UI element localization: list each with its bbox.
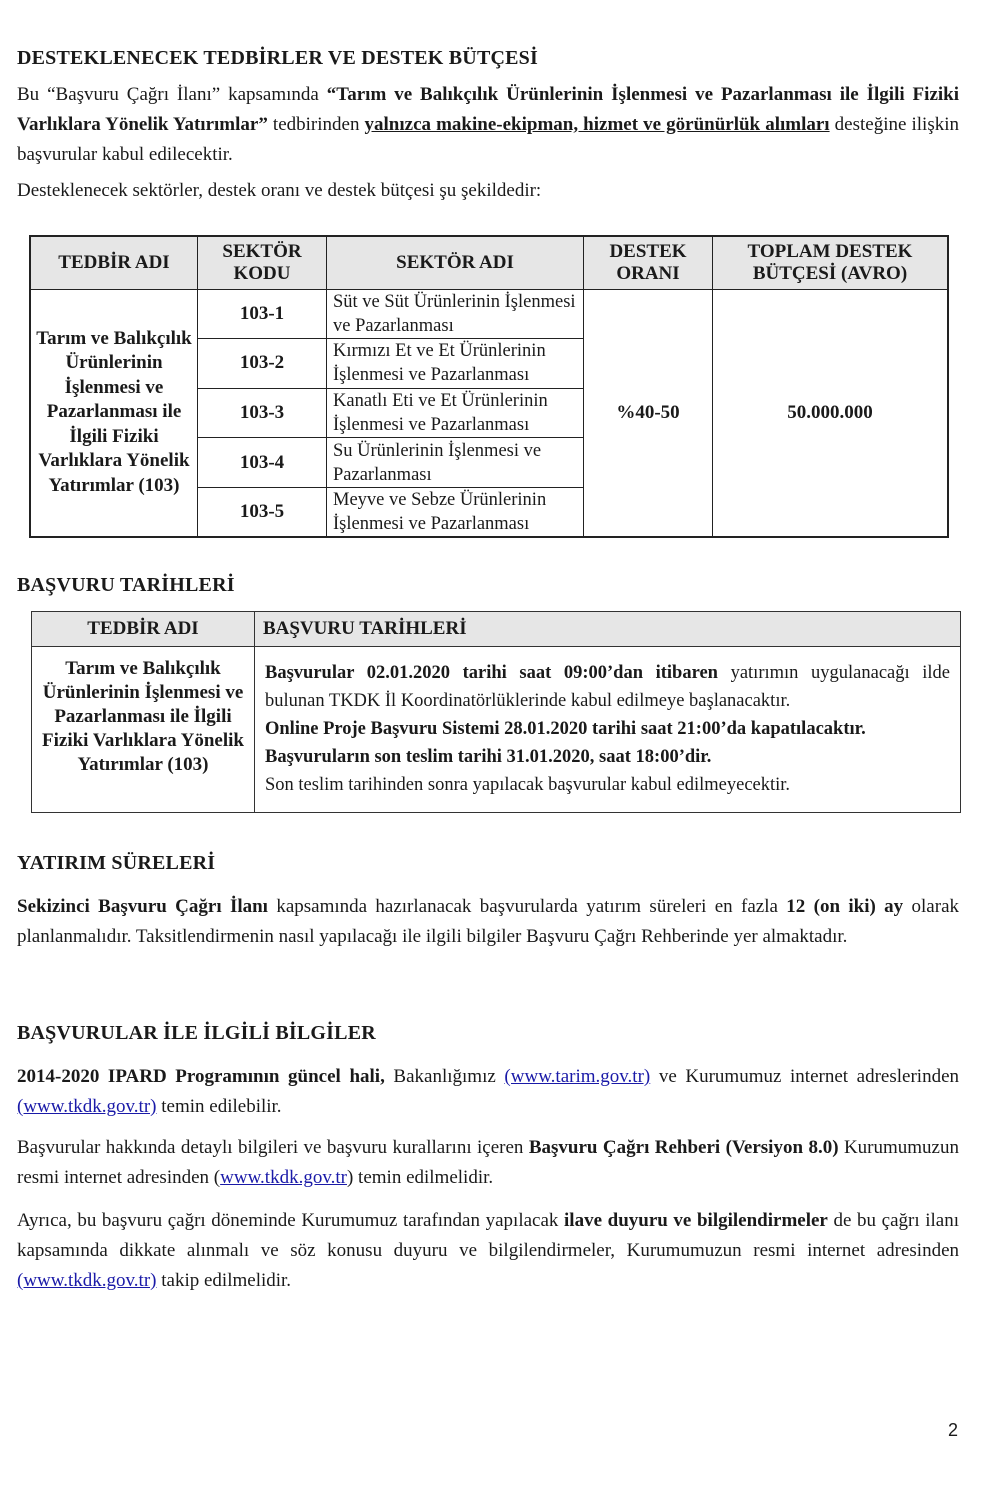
- tedbir-name-cell: Tarım ve Balıkçılık Ürünlerinin İşlenmesi ve Pazarlanması ile İlgili Fiziki Varlıklara Yönelik Yatırımlar (103): [32, 647, 255, 813]
- dates-online-close: Online Proje Başvuru Sistemi 28.01.2020 tarihi saat 21:00’da kapatılacaktır.: [265, 719, 866, 739]
- info-paragraph-3: [17, 1206, 959, 1296]
- table-row: [32, 647, 961, 813]
- periods-text-d: olarak planlanmalıdır. Taksitlendirmenin nasıl yapılacağı ile ilgili bilgiler Başvuru Çağrı Rehberinde yer almaktadır.: [17, 896, 960, 947]
- info2-text-c: ) temin edilmelidir.: [346, 1167, 494, 1188]
- intro-text-e: desteğine ilişkin başvurular kabul edilecektir.: [17, 114, 960, 165]
- dates-deadline: Başvuruların son teslim tarihi 31.01.2020, saat 18:00’dir.: [265, 747, 712, 767]
- tkdk-link[interactable]: (www.tkdk.gov.tr): [17, 1096, 157, 1117]
- intro-scope-underlined: yalnızca makine-ekipman, hizmet ve görünürlük alımları: [364, 114, 830, 135]
- support-rate-cell: %40-50: [584, 289, 713, 537]
- sector-name: Kanatlı Eti ve Et Ürünlerinin İşlenmesi ve Pazarlanması: [327, 388, 584, 438]
- info2-text-a: Başvurular hakkında detaylı bilgileri ve başvuru kurallarını içeren: [17, 1137, 529, 1158]
- info2-guide-bold: Başvuru Çağrı Rehberi (Versiyon 8.0): [528, 1137, 839, 1158]
- dates-late-note: Son teslim tarihinden sonra yapılacak başvurular kabul edilmeyecektir.: [265, 775, 791, 795]
- dates-start-bold: Başvurular 02.01.2020 tarihi saat 09:00’dan itibaren: [265, 663, 718, 683]
- periods-paragraph: [17, 892, 959, 952]
- total-budget-cell: 50.000.000: [713, 289, 949, 537]
- sector-code: 103-3: [198, 388, 327, 438]
- dates-table-header: [32, 612, 961, 647]
- budget-table-header: [30, 236, 948, 289]
- application-dates-cell: [255, 647, 961, 813]
- sector-code: 103-1: [198, 289, 327, 339]
- periods-text-b: kapsamında hazırlanacak başvurularda yatırım süreleri en fazla: [267, 896, 787, 917]
- sector-name: Kırmızı Et ve Et Ürünlerinin İşlenmesi ve Pazarlanması: [327, 339, 584, 389]
- info-text-a: Bakanlığımız: [384, 1066, 505, 1087]
- info-text-b: ve Kurumumuz internet adreslerinden: [650, 1066, 960, 1087]
- info3-text-c: takip edilmelidir.: [156, 1270, 292, 1291]
- intro-paragraph: [17, 80, 959, 170]
- periods-bold-c: 12 (on iki) ay: [786, 896, 904, 917]
- header-sector-name: SEKTÖR ADI: [327, 236, 584, 289]
- info3-text-a: Ayrıca, bu başvuru çağrı döneminde Kurumumuz tarafından yapılacak: [17, 1210, 565, 1231]
- page-number: 2: [948, 1420, 959, 1440]
- dates-table: [31, 611, 961, 813]
- tkdk-link-3[interactable]: (www.tkdk.gov.tr): [17, 1270, 157, 1291]
- info2-text-b: Kurumumuzun resmi internet adresinden (: [17, 1137, 959, 1188]
- intro-measure-name: “Tarım ve Balıkçılık Ürünlerinin İşlenmesi ve Pazarlanması ile İlgili Fiziki Varlıklara Yönelik Yatırımlar”: [17, 84, 959, 135]
- info-paragraph-1: [17, 1062, 959, 1122]
- dates-start-text: yatırımın uygulanacağı ilde bulunan TKDK İl Koordinatörlüklerinde kabul edilmeye başlanacaktır.: [265, 663, 950, 711]
- section-title-dates: BAŞVURU TARİHLERİ: [17, 574, 235, 596]
- tkdk-link-2[interactable]: www.tkdk.gov.tr: [220, 1167, 347, 1188]
- header-sector-code: SEKTÖR KODU: [198, 236, 327, 289]
- sector-name: Meyve ve Sebze Ürünlerinin İşlenmesi ve Pazarlanması: [327, 487, 584, 537]
- info3-text-b: de bu çağrı ilanı kapsamında dikkate alınmalı ve söz konusu duyuru ve bilgilendirmeler, Kurumumuzun resmi internet adresinden: [17, 1210, 959, 1261]
- sector-name: Süt ve Süt Ürünlerinin İşlenmesi ve Pazarlanması: [327, 289, 584, 339]
- tedbir-name-cell: Tarım ve Balıkçılık Ürünlerinin İşlenmesi ve Pazarlanması ile İlgili Fiziki Varlıklara Yönelik Yatırımlar (103): [30, 289, 198, 537]
- sector-code: 103-4: [198, 438, 327, 488]
- intro-paragraph-2: Desteklenecek sektörler, destek oranı ve destek bütçesi şu şekildedir:: [17, 180, 542, 201]
- info3-bold: ilave duyuru ve bilgilendirmeler: [564, 1210, 828, 1231]
- section-title-info: BAŞVURULAR İLE İLGİLİ BİLGİLER: [17, 1022, 376, 1044]
- info-paragraph-2: [17, 1133, 959, 1193]
- info-text-c: temin edilebilir.: [156, 1096, 282, 1117]
- periods-bold-a: Sekizinci Başvuru Çağrı İlanı: [17, 896, 268, 917]
- intro-text-c: tedbirinden: [267, 114, 365, 135]
- budget-table: [29, 235, 949, 538]
- tarim-link[interactable]: (www.tarim.gov.tr): [504, 1066, 651, 1087]
- sector-code: 103-5: [198, 487, 327, 537]
- header-total-budget: TOPLAM DESTEK BÜTÇESİ (AVRO): [713, 236, 949, 289]
- intro-text-a: Bu “Başvuru Çağrı İlanı” kapsamında: [17, 84, 327, 105]
- sector-name: Su Ürünlerinin İşlenmesi ve Pazarlanması: [327, 438, 584, 488]
- section-title-budget: DESTEKLENECEK TEDBİRLER VE DESTEK BÜTÇESİ: [17, 47, 538, 69]
- table-row: [30, 289, 948, 339]
- header-tedbir: TEDBİR ADI: [30, 236, 198, 289]
- sector-code: 103-2: [198, 339, 327, 389]
- header-tedbir: TEDBİR ADI: [32, 612, 255, 647]
- header-support-rate: DESTEK ORANI: [584, 236, 713, 289]
- info-program-bold: 2014-2020 IPARD Programının güncel hali,: [17, 1066, 385, 1087]
- header-application-dates: BAŞVURU TARİHLERİ: [255, 612, 961, 647]
- section-title-periods: YATIRIM SÜRELERİ: [17, 852, 216, 874]
